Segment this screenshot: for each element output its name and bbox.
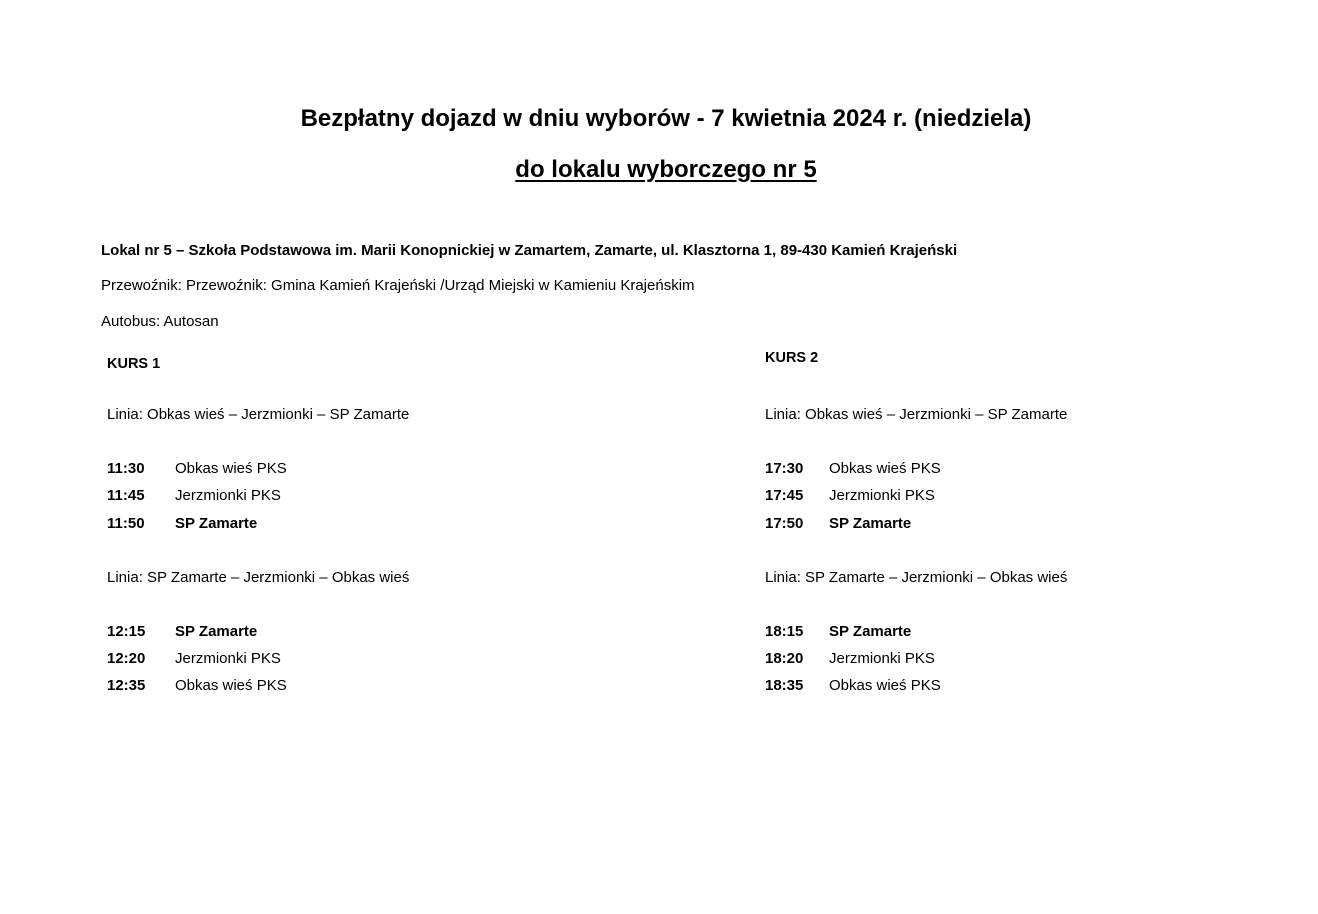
stop-name: SP Zamarte <box>175 515 258 532</box>
stop-name: Obkas wieś PKS <box>175 460 287 477</box>
departure-time: 12:35 <box>107 677 146 694</box>
kurs-2-route-1-line: Linia: Obkas wieś – Jerzmionki – SP Zamarte <box>765 406 1068 423</box>
page-title: Bezpłatny dojazd w dniu wyborów - 7 kwietnia 2024 r. (niedziela) <box>300 105 1032 132</box>
kurs-2-route-2-line: Linia: SP Zamarte – Jerzmionki – Obkas wieś <box>765 569 1068 586</box>
stop-name: Obkas wieś PKS <box>175 677 287 694</box>
stop-name: Jerzmionki PKS <box>829 650 935 667</box>
stop-name: SP Zamarte <box>175 623 258 640</box>
stop-name: Jerzmionki PKS <box>175 487 281 504</box>
stop-name: Jerzmionki PKS <box>175 650 281 667</box>
departure-time: 17:45 <box>765 487 804 504</box>
kurs-2-label: KURS 2 <box>765 350 819 366</box>
departure-time: 11:50 <box>107 515 145 532</box>
bus-info: Autobus: Autosan <box>101 313 219 330</box>
carrier-info: Przewoźnik: Przewoźnik: Gmina Kamień Krajeński /Urząd Miejski w Kamieniu Krajeńskim <box>101 277 695 294</box>
page-subtitle: do lokalu wyborczego nr 5 <box>515 156 817 183</box>
departure-time: 17:30 <box>765 460 804 477</box>
kurs-1-route-1-line: Linia: Obkas wieś – Jerzmionki – SP Zamarte <box>107 406 410 423</box>
departure-time: 11:45 <box>107 487 145 504</box>
polling-station-info: Lokal nr 5 – Szkoła Podstawowa im. Marii Konopnickiej w Zamartem, Zamarte, ul. Klasztorna 1, 89-430 Kamień Krajeński <box>101 242 958 259</box>
stop-name: Obkas wieś PKS <box>829 460 941 477</box>
departure-time: 12:15 <box>107 623 146 640</box>
departure-time: 11:30 <box>107 460 145 477</box>
departure-time: 12:20 <box>107 650 146 667</box>
departure-time: 18:35 <box>765 677 804 694</box>
kurs-1-label: KURS 1 <box>107 356 161 372</box>
stop-name: SP Zamarte <box>829 515 912 532</box>
departure-time: 18:15 <box>765 623 804 640</box>
kurs-1-route-2-line: Linia: SP Zamarte – Jerzmionki – Obkas wieś <box>107 569 410 586</box>
departure-time: 18:20 <box>765 650 804 667</box>
stop-name: Jerzmionki PKS <box>829 487 935 504</box>
departure-time: 17:50 <box>765 515 804 532</box>
stop-name: Obkas wieś PKS <box>829 677 941 694</box>
stop-name: SP Zamarte <box>829 623 912 640</box>
